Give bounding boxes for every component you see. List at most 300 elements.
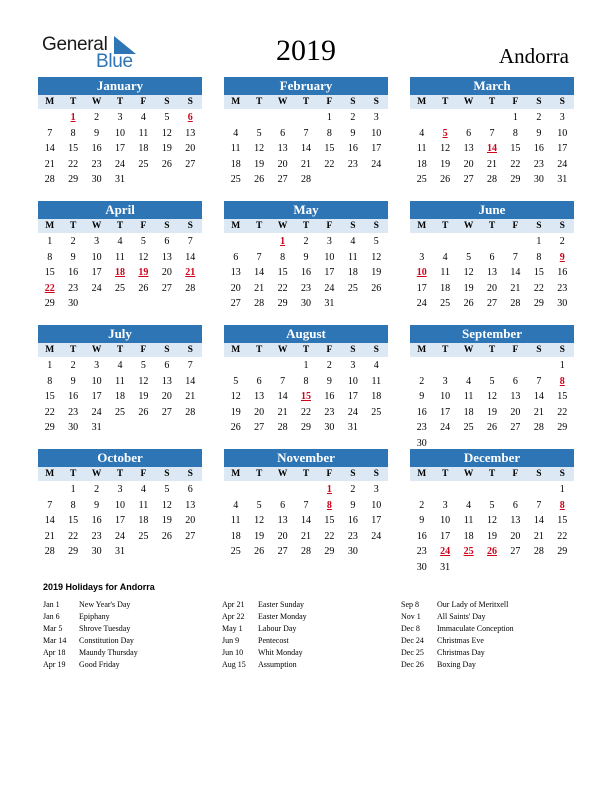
day-cell: 23 — [416, 422, 427, 433]
day-cell: 13 — [510, 391, 521, 402]
day-cell: 29 — [68, 546, 79, 557]
day-grid — [224, 358, 388, 436]
holiday-date: Apr 21 — [222, 600, 245, 609]
day-cell: 25 — [463, 422, 474, 433]
day-cell: 12 — [254, 515, 265, 526]
holiday-date: Dec 25 — [401, 648, 424, 657]
weekday-label: S — [164, 469, 170, 479]
day-cell: 10 — [91, 251, 102, 263]
day-cell: 22 — [557, 406, 568, 418]
day-cell: 2 — [419, 375, 425, 387]
month-title: December — [410, 449, 574, 467]
empty-day-cell — [38, 482, 61, 498]
weekday-header — [224, 467, 388, 481]
holiday-day-cell: 10 — [416, 267, 427, 278]
day-cell: 27 — [185, 158, 196, 170]
day-cell: 27 — [185, 530, 196, 542]
day-cell: 18 — [114, 391, 125, 402]
weekday-label: S — [559, 97, 565, 107]
day-cell: 29 — [510, 174, 521, 185]
weekday-header — [38, 219, 202, 233]
month-title: April — [38, 201, 202, 219]
day-cell: 20 — [161, 267, 172, 278]
day-cell: 29 — [557, 546, 568, 557]
day-cell: 25 — [347, 282, 358, 294]
day-cell: 19 — [230, 406, 241, 418]
day-cell: 10 — [557, 127, 568, 139]
holiday-day-cell: 1 — [70, 112, 76, 123]
country-name: Andorra — [499, 44, 569, 68]
holiday-item — [401, 659, 581, 671]
day-cell: 20 — [254, 406, 265, 418]
day-cell: 6 — [512, 499, 518, 511]
day-cell: 30 — [68, 422, 79, 433]
weekday-label: T — [116, 221, 124, 231]
day-cell: 24 — [91, 282, 102, 294]
holiday-day-cell: 24 — [440, 546, 451, 557]
weekday-label: S — [373, 221, 379, 231]
day-cell: 9 — [536, 127, 542, 139]
day-cell: 11 — [416, 143, 427, 154]
empty-day-cell — [433, 234, 456, 250]
day-cell: 26 — [138, 282, 149, 294]
weekday-label: S — [536, 97, 542, 107]
weekday-label: F — [140, 221, 147, 231]
weekday-header — [410, 467, 574, 481]
logo-general-text: General — [42, 34, 108, 55]
holiday-name: Whit Monday — [258, 648, 303, 657]
day-cell: 17 — [91, 267, 102, 278]
day-cell: 21 — [300, 530, 311, 542]
weekday-label: M — [231, 345, 241, 355]
day-cell: 28 — [300, 174, 311, 185]
day-cell: 6 — [466, 127, 472, 139]
day-cell: 12 — [371, 251, 382, 263]
month-may — [224, 201, 388, 312]
weekday-label: F — [512, 469, 519, 479]
empty-day-cell — [527, 358, 550, 374]
day-cell: 17 — [371, 143, 382, 154]
day-cell: 19 — [254, 530, 265, 542]
day-cell: 28 — [533, 546, 544, 557]
day-cell: 28 — [277, 422, 288, 433]
weekday-label: T — [441, 97, 449, 107]
day-cell: 19 — [161, 143, 172, 154]
day-cell: 10 — [371, 127, 382, 139]
day-cell: 6 — [187, 484, 193, 495]
day-cell: 3 — [419, 251, 425, 263]
holiday-date: Apr 22 — [222, 612, 245, 621]
day-cell: 10 — [114, 499, 125, 511]
day-cell: 3 — [373, 484, 379, 495]
weekday-label: F — [140, 345, 147, 355]
holiday-item — [401, 611, 581, 623]
day-cell: 19 — [463, 282, 474, 294]
weekday-label: W — [463, 345, 474, 355]
day-cell: 28 — [185, 406, 196, 418]
empty-day-cell — [480, 234, 503, 250]
holiday-date: Mar 5 — [43, 624, 63, 633]
day-cell: 21 — [533, 406, 544, 418]
month-title: September — [410, 325, 574, 343]
day-cell: 12 — [486, 515, 497, 526]
day-cell: 29 — [68, 174, 79, 185]
day-cell: 9 — [303, 251, 309, 263]
day-cell: 4 — [140, 484, 146, 495]
day-cell: 16 — [416, 530, 427, 542]
day-cell: 14 — [510, 267, 521, 278]
day-cell: 29 — [277, 298, 288, 309]
day-cell: 25 — [416, 174, 427, 185]
day-cell: 4 — [117, 236, 123, 247]
holiday-item — [401, 623, 581, 635]
day-cell: 26 — [254, 174, 265, 185]
day-cell: 27 — [161, 282, 172, 294]
weekday-label: W — [463, 97, 474, 107]
day-cell: 28 — [300, 546, 311, 557]
day-cell: 31 — [324, 298, 335, 309]
day-cell: 23 — [324, 406, 335, 418]
holiday-item — [43, 647, 223, 659]
day-cell: 18 — [230, 158, 241, 170]
empty-day-cell — [271, 358, 294, 374]
weekday-label: S — [164, 97, 170, 107]
holiday-name: Maundy Thursday — [79, 648, 138, 657]
day-cell: 5 — [233, 375, 239, 387]
month-march — [410, 77, 574, 188]
day-cell: 14 — [185, 251, 196, 263]
day-cell: 18 — [230, 530, 241, 542]
empty-day-cell — [433, 358, 456, 374]
weekday-label: T — [302, 97, 310, 107]
empty-day-cell — [247, 358, 270, 374]
day-grid — [224, 110, 388, 188]
weekday-label: F — [512, 97, 519, 107]
day-cell: 31 — [91, 422, 102, 433]
empty-day-cell — [271, 482, 294, 498]
weekday-header — [410, 219, 574, 233]
month-january — [38, 77, 202, 188]
day-cell: 21 — [486, 158, 497, 170]
day-cell: 4 — [233, 499, 239, 511]
weekday-label: T — [69, 97, 77, 107]
day-cell: 19 — [254, 158, 265, 170]
holiday-item — [43, 599, 223, 611]
day-cell: 25 — [138, 158, 149, 170]
weekday-label: W — [277, 97, 288, 107]
day-cell: 13 — [463, 143, 474, 154]
holiday-day-cell: 9 — [559, 251, 565, 263]
empty-day-cell — [410, 482, 433, 498]
month-title: February — [224, 77, 388, 95]
day-cell: 12 — [161, 499, 172, 511]
day-cell: 9 — [419, 391, 425, 402]
day-cell: 11 — [440, 267, 450, 278]
empty-day-cell — [433, 482, 456, 498]
day-cell: 28 — [486, 174, 497, 185]
holiday-name: Easter Monday — [258, 612, 307, 621]
day-cell: 26 — [371, 282, 382, 294]
empty-day-cell — [410, 110, 433, 126]
day-cell: 19 — [440, 158, 451, 170]
weekday-label: F — [326, 469, 333, 479]
day-cell: 13 — [230, 267, 241, 278]
day-cell: 11 — [115, 251, 125, 263]
day-cell: 10 — [347, 375, 358, 387]
day-cell: 28 — [510, 298, 521, 309]
weekday-label: S — [164, 221, 170, 231]
holiday-item — [43, 623, 223, 635]
day-cell: 19 — [161, 515, 172, 526]
weekday-label: T — [116, 97, 124, 107]
holiday-date: Mar 14 — [43, 636, 67, 645]
day-cell: 8 — [70, 127, 76, 139]
weekday-label: M — [231, 469, 241, 479]
weekday-label: T — [69, 221, 77, 231]
holiday-name: Easter Sunday — [258, 600, 304, 609]
day-cell: 14 — [44, 143, 55, 154]
day-cell: 13 — [277, 515, 288, 526]
day-cell: 31 — [440, 561, 451, 573]
day-cell: 11 — [348, 251, 358, 263]
day-cell: 18 — [416, 158, 427, 170]
day-cell: 1 — [559, 484, 565, 495]
day-cell: 2 — [350, 112, 356, 123]
holiday-item — [43, 635, 223, 647]
month-title: March — [410, 77, 574, 95]
empty-day-cell — [294, 482, 317, 498]
empty-day-cell — [504, 482, 527, 498]
day-grid — [224, 482, 388, 560]
holiday-item — [43, 611, 223, 623]
empty-day-cell — [410, 234, 433, 250]
day-cell: 3 — [442, 375, 448, 387]
empty-day-cell — [480, 110, 503, 126]
day-cell: 16 — [68, 391, 79, 402]
weekday-label: S — [536, 221, 542, 231]
weekday-label: M — [417, 469, 427, 479]
day-cell: 30 — [68, 298, 79, 309]
day-cell: 15 — [68, 515, 79, 526]
day-cell: 2 — [303, 236, 309, 247]
day-cell: 8 — [303, 375, 309, 387]
day-cell: 30 — [416, 437, 427, 449]
day-cell: 23 — [91, 530, 102, 542]
day-cell: 4 — [233, 127, 239, 139]
day-cell: 29 — [44, 422, 55, 433]
day-cell: 8 — [47, 375, 53, 387]
weekday-label: S — [373, 345, 379, 355]
day-cell: 2 — [419, 499, 425, 511]
holiday-day-cell: 1 — [326, 484, 332, 495]
weekday-label: F — [140, 97, 147, 107]
weekday-label: M — [231, 221, 241, 231]
day-cell: 1 — [512, 112, 518, 123]
weekday-label: F — [326, 221, 333, 231]
day-cell: 22 — [68, 530, 79, 542]
weekday-label: S — [187, 221, 193, 231]
empty-day-cell — [480, 482, 503, 498]
day-cell: 15 — [324, 515, 335, 526]
weekday-label: T — [488, 221, 496, 231]
day-cell: 11 — [230, 515, 241, 526]
weekday-header — [224, 95, 388, 109]
weekday-label: S — [350, 469, 356, 479]
weekday-label: T — [441, 345, 449, 355]
weekday-label: S — [373, 97, 379, 107]
day-cell: 24 — [371, 530, 382, 542]
holiday-item — [222, 647, 402, 659]
month-september — [410, 325, 574, 451]
day-cell: 25 — [114, 282, 125, 294]
day-cell: 12 — [486, 391, 497, 402]
day-cell: 8 — [47, 251, 53, 263]
day-cell: 16 — [533, 143, 544, 154]
month-august — [224, 325, 388, 436]
month-june — [410, 201, 574, 312]
day-cell: 8 — [280, 251, 286, 263]
weekday-label: F — [326, 345, 333, 355]
day-grid — [410, 234, 574, 312]
day-cell: 17 — [114, 515, 125, 526]
day-cell: 9 — [326, 375, 332, 387]
day-cell: 7 — [47, 127, 53, 139]
day-cell: 7 — [47, 499, 53, 511]
day-cell: 6 — [489, 251, 495, 263]
weekday-label: W — [91, 345, 102, 355]
day-cell: 24 — [347, 406, 358, 418]
day-cell: 30 — [91, 174, 102, 185]
weekday-header — [410, 95, 574, 109]
weekday-label: S — [187, 345, 193, 355]
empty-day-cell — [271, 110, 294, 126]
day-cell: 27 — [486, 298, 497, 309]
weekday-label: W — [91, 469, 102, 479]
day-cell: 4 — [419, 127, 425, 139]
day-cell: 15 — [324, 143, 335, 154]
day-cell: 11 — [230, 143, 241, 154]
day-cell: 24 — [114, 158, 125, 170]
day-cell: 23 — [347, 530, 358, 542]
day-cell: 3 — [350, 360, 356, 371]
day-cell: 7 — [303, 127, 309, 139]
day-cell: 31 — [557, 174, 568, 185]
day-cell: 12 — [254, 143, 265, 154]
day-cell: 5 — [489, 375, 495, 387]
day-cell: 17 — [440, 406, 451, 418]
day-cell: 21 — [533, 530, 544, 542]
day-cell: 4 — [466, 375, 472, 387]
day-cell: 27 — [463, 174, 474, 185]
day-cell: 25 — [114, 406, 125, 418]
day-cell: 31 — [347, 422, 358, 433]
day-grid — [38, 234, 202, 312]
day-cell: 17 — [440, 530, 451, 542]
holiday-day-cell: 22 — [44, 282, 55, 294]
day-cell: 14 — [185, 375, 196, 387]
holiday-column — [43, 599, 223, 671]
day-cell: 14 — [300, 515, 311, 526]
month-title: July — [38, 325, 202, 343]
holiday-day-cell: 25 — [463, 546, 474, 557]
weekday-label: S — [559, 469, 565, 479]
day-cell: 22 — [277, 282, 288, 294]
weekday-label: M — [417, 345, 427, 355]
day-cell: 18 — [463, 530, 474, 542]
weekday-label: F — [512, 345, 519, 355]
day-cell: 4 — [466, 499, 472, 511]
holiday-name: Immaculate Conception — [437, 624, 514, 633]
day-cell: 25 — [230, 546, 241, 557]
empty-day-cell — [504, 358, 527, 374]
day-cell: 13 — [254, 391, 265, 402]
day-cell: 7 — [512, 251, 518, 263]
day-cell: 6 — [256, 375, 262, 387]
empty-day-cell — [527, 482, 550, 498]
holiday-date: Jun 10 — [222, 648, 244, 657]
empty-day-cell — [504, 234, 527, 250]
day-cell: 21 — [254, 282, 265, 294]
day-cell: 21 — [510, 282, 521, 294]
empty-day-cell — [457, 234, 480, 250]
day-cell: 16 — [347, 143, 358, 154]
day-cell: 18 — [138, 143, 149, 154]
weekday-label: T — [302, 221, 310, 231]
day-cell: 17 — [347, 391, 358, 402]
day-cell: 26 — [138, 406, 149, 418]
day-cell: 21 — [300, 158, 311, 170]
holiday-name: Labour Day — [258, 624, 297, 633]
day-cell: 20 — [185, 515, 196, 526]
day-cell: 6 — [164, 360, 170, 371]
day-cell: 22 — [324, 158, 335, 170]
day-cell: 16 — [300, 267, 311, 278]
month-july — [38, 325, 202, 436]
weekday-label: T — [488, 97, 496, 107]
day-cell: 6 — [233, 251, 239, 263]
day-cell: 3 — [326, 236, 332, 247]
weekday-label: T — [255, 345, 263, 355]
holiday-name: Assumption — [258, 660, 297, 669]
day-cell: 27 — [277, 174, 288, 185]
day-cell: 6 — [512, 375, 518, 387]
day-cell: 25 — [440, 298, 451, 309]
weekday-label: T — [255, 97, 263, 107]
empty-day-cell — [457, 358, 480, 374]
day-cell: 15 — [44, 267, 55, 278]
weekday-label: S — [350, 97, 356, 107]
day-cell: 22 — [510, 158, 521, 170]
weekday-label: T — [441, 221, 449, 231]
day-grid — [38, 358, 202, 436]
day-cell: 24 — [91, 406, 102, 418]
day-cell: 7 — [187, 236, 193, 247]
weekday-label: F — [326, 97, 333, 107]
holiday-date: Nov 1 — [401, 612, 421, 621]
empty-day-cell — [247, 234, 270, 250]
day-cell: 28 — [185, 282, 196, 294]
holiday-day-cell: 5 — [442, 127, 448, 139]
day-cell: 27 — [510, 546, 521, 557]
day-cell: 2 — [70, 360, 76, 371]
day-cell: 12 — [440, 143, 451, 154]
month-february — [224, 77, 388, 188]
holiday-name: Boxing Day — [437, 660, 476, 669]
day-cell: 22 — [324, 530, 335, 542]
month-title: August — [224, 325, 388, 343]
holiday-name: Good Friday — [79, 660, 120, 669]
day-cell: 7 — [256, 251, 262, 263]
